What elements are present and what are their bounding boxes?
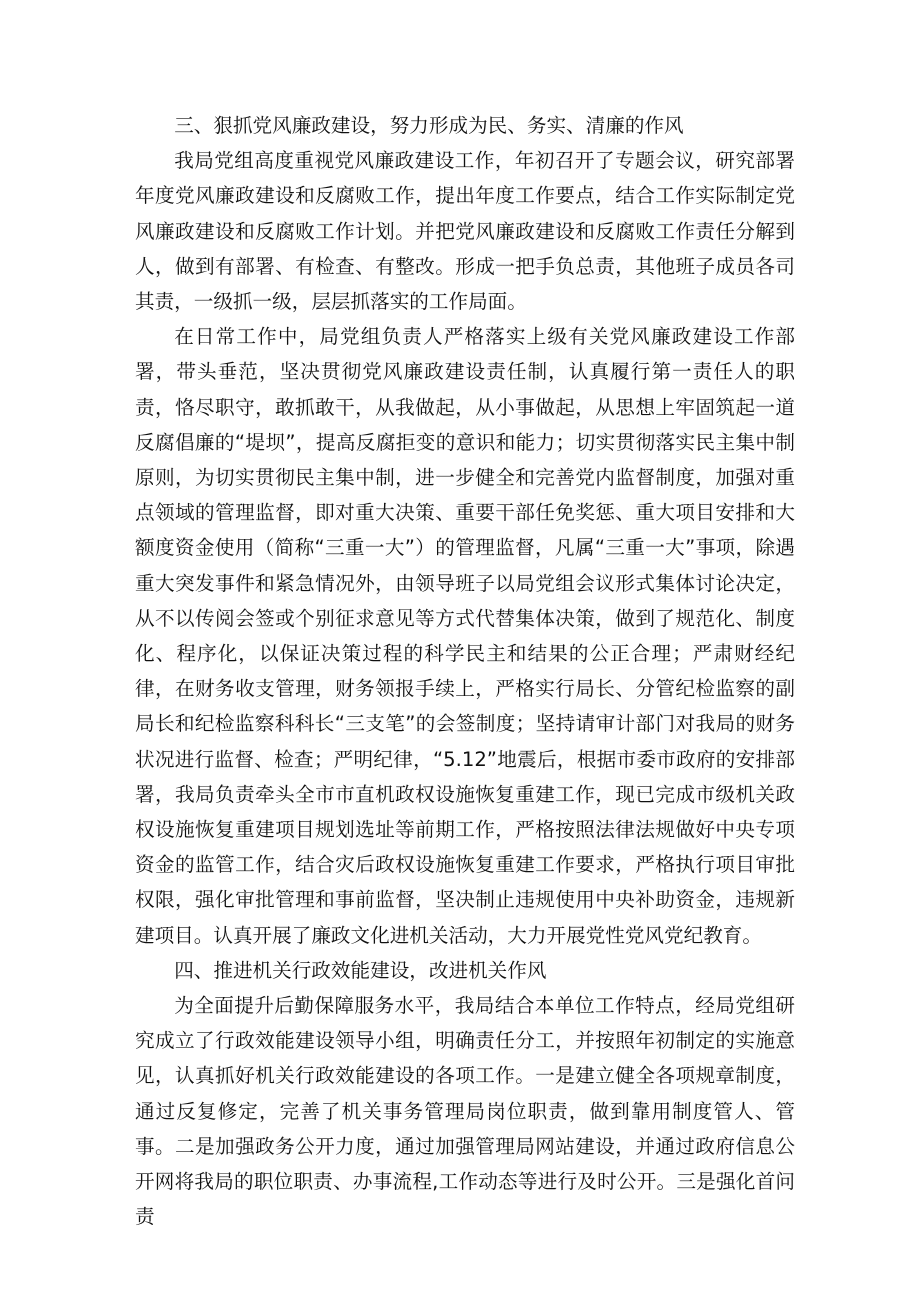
section-heading-4: 四、推进机关行政效能建设，改进机关作风	[174, 958, 547, 982]
section-heading-3: 三、狠抓党风廉政建设，努力形成为民、务实、清廉的作风	[174, 114, 684, 137]
body-paragraph: 我局党组高度重视党风廉政建设工作，年初召开了专题会议，研究部署年度党风廉政建设和反腐败工作，提出年度工作要点，结合工作实际制定党风廉政建设和反腐败工作计划。并把党风廉政建设和反腐败工作责任分解到人，做到有部署、有检查、有整改。形成一把手负总责，其他班子成员各司其责，一级抓一级，层层抓落实的工作局面。	[135, 149, 795, 314]
body-paragraph: 为全面提升后勤保障服务水平，我局结合本单位工作特点，经局党组研究成立了行政效能建设领导小组，明确责任分工，并按照年初制定的实施意见，认真抓好机关行政效能建设的各项工作。一是建立健全各项规章制度，通过反复修定，完善了机关事务管理局岗位职责，做到靠用制度管人、管事。二是加强政务公开力度，通过加强管理局网站建设，并通过政府信息公开网将我局的职位职责、办事流程,工作动态等进行及时公开。三是强化首问责	[135, 994, 795, 1229]
body-paragraph: 在日常工作中，局党组负责人严格落实上级有关党风廉政建设工作部署，带头垂范，坚决贯彻党风廉政建设责任制，认真履行第一责任人的职责，恪尽职守，敢抓敢干，从我做起，从小事做起，从思想上牢固筑起一道反腐倡廉的“堤坝”，提高反腐拒变的意识和能力；切实贯彻落实民主集中制原则，为切实贯彻民主集中制，进一步健全和完善党内监督制度，加强对重点领域的管理监督，即对重大决策、重要干部任免奖惩、重大项目安排和大额度资金使用（简称“三重一大”）的管理监督，凡属“三重一大”事项，除遇重大突发事件和紧急情况外，由领导班子以局党组会议形式集体讨论决定，从不以传阅会签或个别征求意见等方式代替集体决策，做到了规范化、制度化、程序化，以保证决策过程的科学民主和结果的公正合理；严肃财经纪律，在财务收支管理，财务领报手续上，严格实行局长、分管纪检监察的副局长和纪检监察科科长“三支笔”的会签制度；坚持请审计部门对我局的财务状况进行监督、检查；严明纪律，“5.12”地震后，根据市委市政府的安排部署，我局负责牵头全市市直机政权设施恢复重建工作，现已完成市级机关政权设施恢复重建项目规划选址等前期工作，严格按照法律法规做好中央专项资金的监管工作，结合灾后政权设施恢复重建工作要求，严格执行项目审批权限，强化审批管理和事前监督，坚决制止违规使用中央补助资金，违规新建项目。认真开展了廉政文化进机关活动，大力开展党性党风党纪教育。	[135, 325, 795, 947]
document-body	[135, 108, 795, 1235]
